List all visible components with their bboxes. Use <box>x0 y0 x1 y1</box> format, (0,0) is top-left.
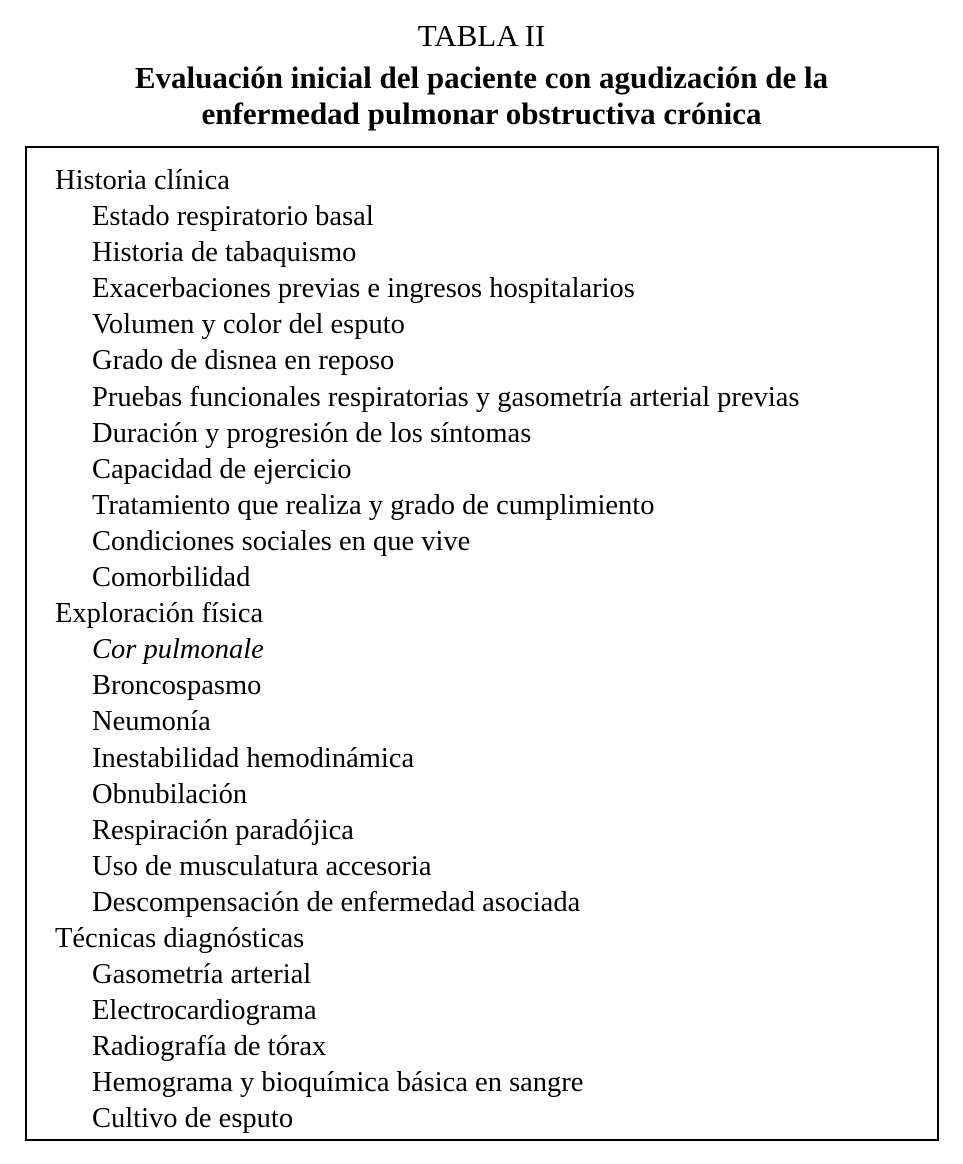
list-item: Respiración paradójica <box>92 814 354 846</box>
list-item: Broncospasmo <box>92 670 262 702</box>
list-item: Tratamiento que realiza y grado de cumplimiento <box>92 489 655 521</box>
list-item: Cultivo de esputo <box>92 1103 294 1135</box>
list-item: Grado de disnea en reposo <box>92 345 395 377</box>
list-item: Gasometría arterial <box>92 959 312 991</box>
list-item: Uso de musculatura accesoria <box>92 850 432 882</box>
list-item: Descompensación de enfermedad asociada <box>92 886 581 918</box>
list-item: Volumen y color del esputo <box>92 309 405 341</box>
list-item: Capacidad de ejercicio <box>92 453 352 485</box>
list-item: Cor pulmonale <box>92 634 264 666</box>
list-item: Neumonía <box>92 706 211 738</box>
list-item: Exacerbaciones previas e ingresos hospitalarios <box>92 273 635 305</box>
list-item: Comorbilidad <box>92 562 251 594</box>
list-item: Condiciones sociales en que vive <box>92 525 471 557</box>
list-item: Estado respiratorio basal <box>92 201 374 233</box>
table-subtitle <box>20 60 943 132</box>
table-subtitle-line-1: Evaluación inicial del paciente con agudización de la <box>134 60 829 95</box>
table-title: TABLA II <box>417 18 546 53</box>
list-item: Radiografía de tórax <box>92 1031 327 1063</box>
list-item: Historia de tabaquismo <box>92 237 357 269</box>
table-content-list <box>27 163 937 1138</box>
section-heading-tecnicas-diagnosticas: Técnicas diagnósticas <box>55 922 305 954</box>
list-item: Obnubilación <box>92 778 248 810</box>
table-subtitle-line-2: enfermedad pulmonar obstructiva crónica <box>201 96 762 131</box>
section-heading-historia-clinica: Historia clínica <box>55 165 230 196</box>
list-item: Hemograma y bioquímica básica en sangre <box>92 1067 584 1099</box>
list-item: Duración y progresión de los síntomas <box>92 417 532 449</box>
section-heading-exploracion-fisica: Exploración física <box>55 598 264 630</box>
table-box <box>25 146 939 1141</box>
list-item: Pruebas funcionales respiratorias y gasometría arterial previas <box>92 381 800 413</box>
list-item: Electrocardiograma <box>92 995 317 1027</box>
list-item: Inestabilidad hemodinámica <box>92 742 415 774</box>
